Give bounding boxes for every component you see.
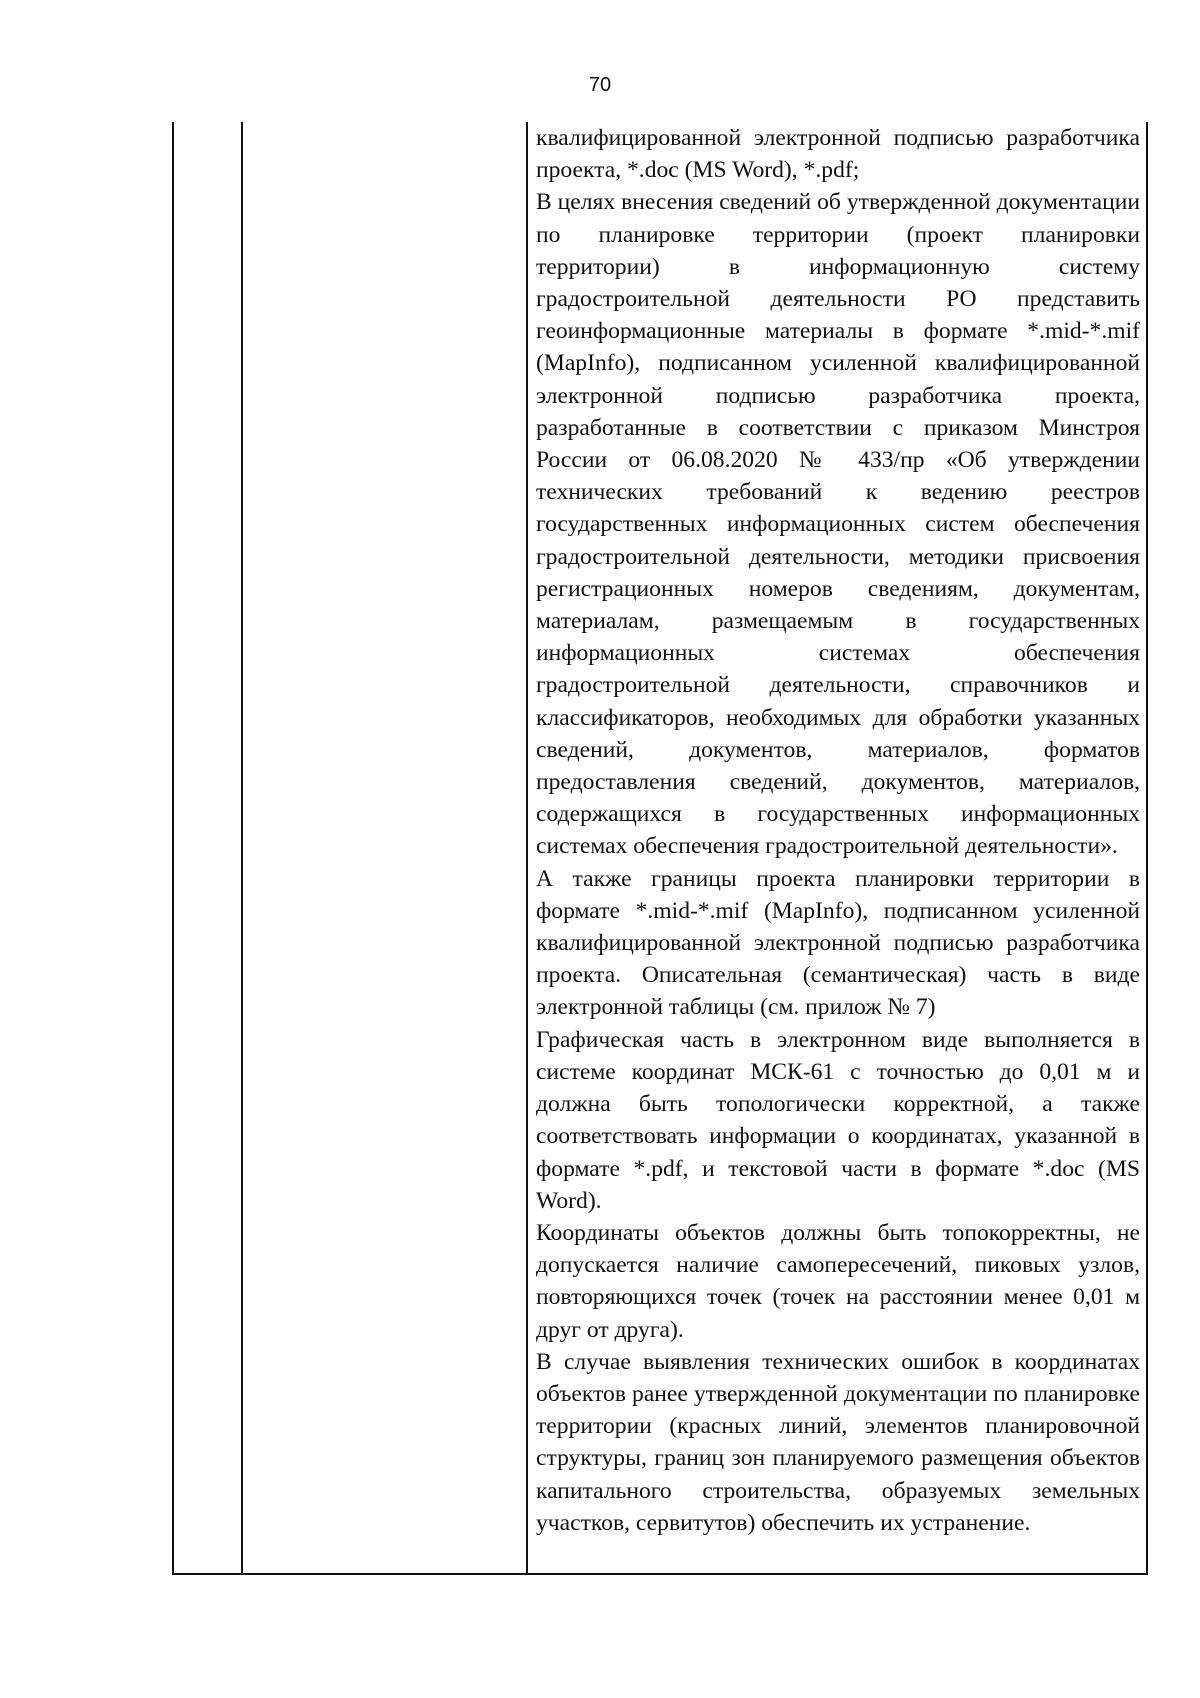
requirements-table (172, 122, 1148, 1575)
cell-paragraph: В целях внесения сведений об утвержденной документации по планировке территории (проект планировки территории) в информационную систему градостроительной деятельности РО представить геоинформационные материалы в формате *.mid-*.mif (MapInfo), подписанном усиленной квалифицированной электронной подписью разработчика проекта, разработанные в соответствии с приказом Минстроя России от 06.08.2020 № 433/пр «Об утверждении технических требований к ведению реестров государственных информационных систем обеспечения градостроительной деятельности, методики присвоения регистрационных номеров сведениям, документам, материалам, размещаемым в государственных информационных системах обеспечения градостроительной деятельности, справочников и классификаторов, необходимых для обработки указанных сведений, документов, материалов, форматов предоставления сведений, документов, материалов, содержащихся в государственных информационных системах обеспечения градостроительной деятельности». (536, 189, 1140, 860)
cell-paragraph: квалифицированной электронной подписью разработчика проекта, *.doc (MS Word), *.pdf; (536, 125, 1140, 184)
cell-paragraph: Графическая часть в электронном виде выполняется в системе координат МСК-61 с точностью до 0,01 м и должна быть топологически корректной, а также соответствовать информации о координатах, указанной в формате *.pdf, и текстовой части в формате *.doc (MS Word). (536, 1026, 1140, 1214)
cell-paragraph: В случае выявления технических ошибок в координатах объектов ранее утвержденной документации по планировке территории (красных линий, элементов планировочной структуры, границ зон планируемого размещения объектов капитального строительства, образуемых земельных участков, сервитутов) обеспечить их устранение. (536, 1348, 1140, 1536)
column-divider-1 (241, 122, 243, 1573)
cell-paragraph: Координаты объектов должны быть топокорректны, не допускается наличие самопересечений, пиковых узлов, повторяющихся точек (точек на расстоянии менее 0,01 м друг от друга). (536, 1219, 1140, 1343)
cell-paragraph: А также границы проекта планировки территории в формате *.mid-*.mif (MapInfo), подписанном усиленной квалифицированной электронной подписью разработчика проекта. Описательная (семантическая) часть в виде электронной таблицы (см. прилож № 7) (536, 865, 1140, 1021)
requirements-cell (536, 122, 1140, 1539)
column-divider-2 (526, 122, 528, 1573)
page-number: 70 (588, 74, 612, 96)
